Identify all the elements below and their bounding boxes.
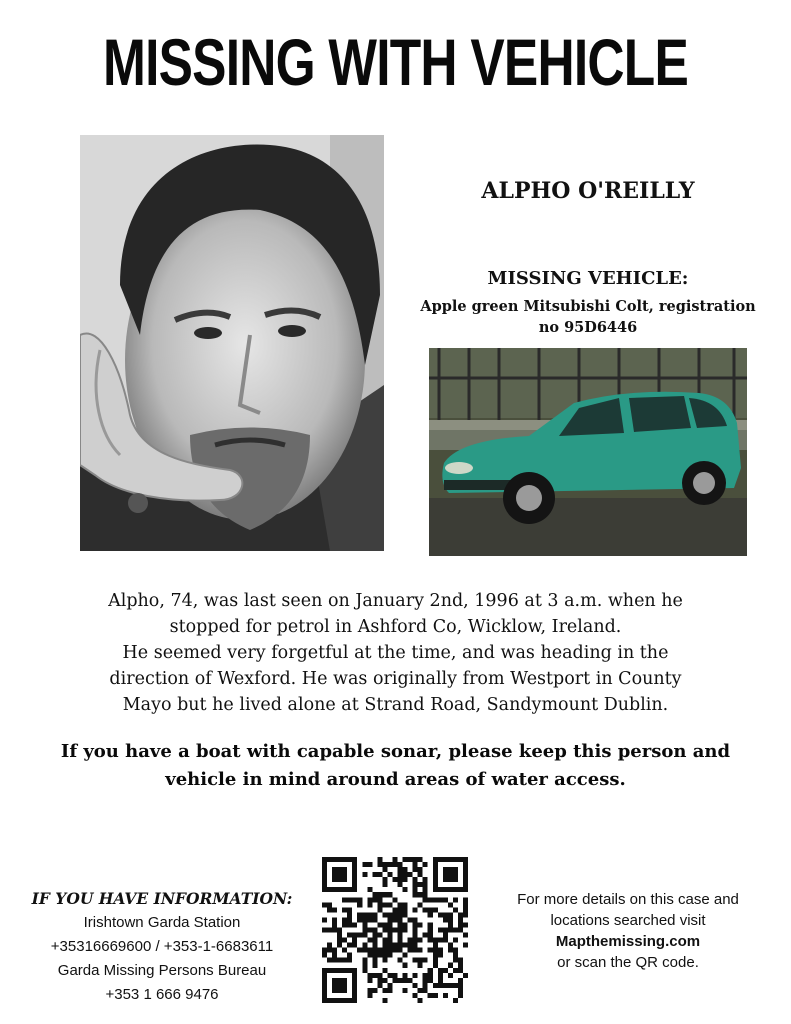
more-details-line: For more details on this case and <box>517 891 739 908</box>
vehicle-photo <box>429 348 747 556</box>
contact-line: Irishtown Garda Station <box>83 914 241 931</box>
missing-person-name: ALPHO O'REILLY <box>481 178 695 204</box>
contact-line: +353 1 666 9476 <box>105 986 219 1003</box>
contact-line: +35316669600 / +353-1-6683611 <box>50 938 274 955</box>
more-details <box>486 889 770 973</box>
contact-line: Garda Missing Persons Bureau <box>57 962 267 979</box>
description-line: direction of Wexford. He was originally from Westport in County <box>109 669 682 689</box>
sonar-appeal <box>40 738 751 794</box>
description-line: stopped for petrol in Ashford Co, Wicklow, Ireland. <box>169 617 622 637</box>
appeal-line: If you have a boat with capable sonar, please keep this person and <box>60 741 731 762</box>
more-details-line: or scan the QR code. <box>557 954 699 971</box>
contact-heading: IF YOU HAVE INFORMATION: <box>31 889 293 908</box>
description-line: Mayo but he lived alone at Strand Road, Sandymount Dublin. <box>122 695 669 715</box>
more-details-line: locations searched visit <box>550 912 706 929</box>
contact-info <box>10 887 314 1007</box>
description-line: He seemed very forgetful at the time, and was heading in the <box>122 643 669 663</box>
case-description <box>40 588 751 718</box>
qr-code[interactable] <box>322 857 468 1003</box>
missing-vehicle-heading: MISSING VEHICLE: <box>487 268 689 289</box>
website-link[interactable]: Mapthemissing.com <box>555 933 701 950</box>
description-line: Alpho, 74, was last seen on January 2nd, 1996 at 3 a.m. when he <box>108 591 683 611</box>
poster-headline: MISSING WITH VEHICLE <box>102 25 689 99</box>
missing-vehicle-description <box>406 296 770 338</box>
vehicle-description-line: no 95D6446 <box>538 319 638 336</box>
vehicle-description-line: Apple green Mitsubishi Colt, registration <box>420 298 756 315</box>
person-photo <box>80 135 384 551</box>
appeal-line: vehicle in mind around areas of water access. <box>165 769 626 790</box>
